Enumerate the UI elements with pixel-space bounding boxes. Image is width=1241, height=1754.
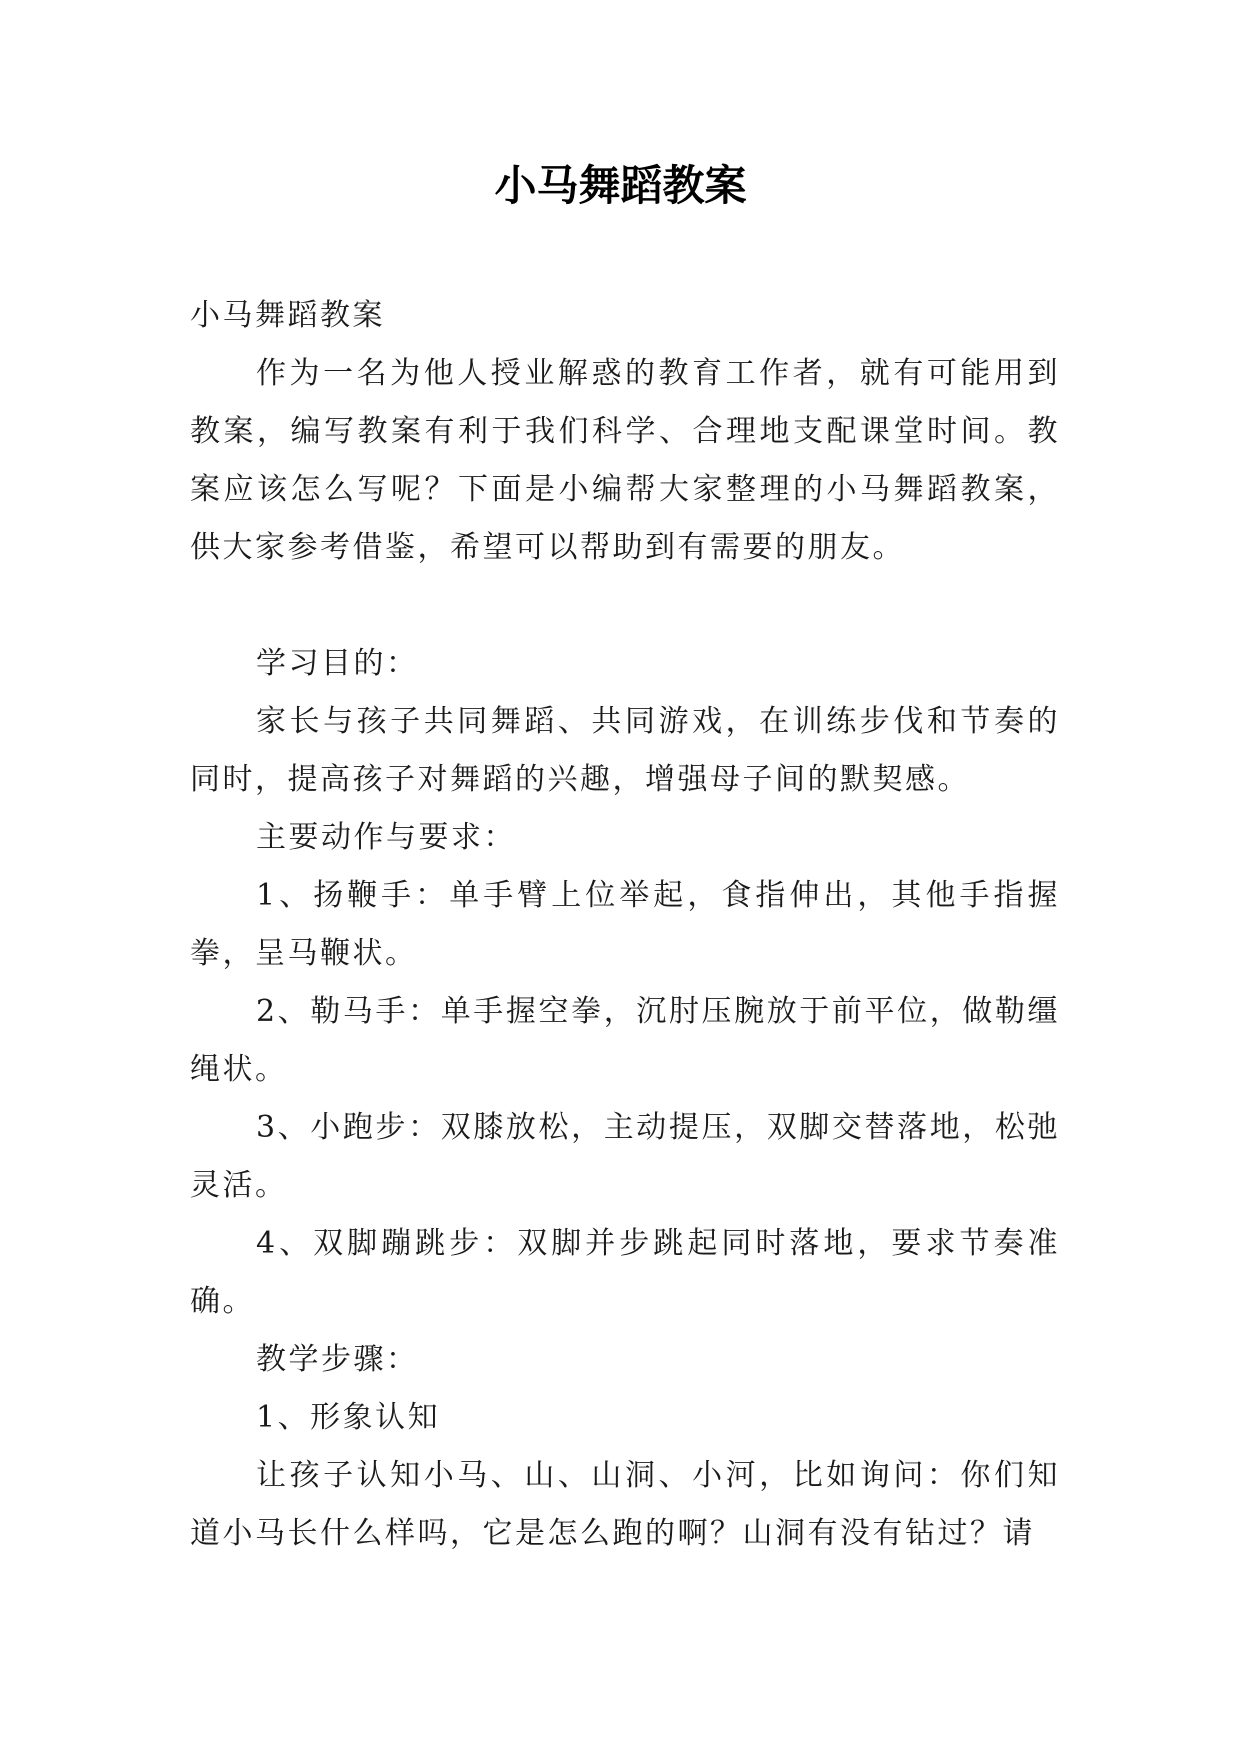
movement-item-3: 3、小跑步：双膝放松，主动提压，双脚交替落地，松弛灵活。 <box>190 1110 1060 1203</box>
movement-item-4: 4、双脚蹦跳步：双脚并步跳起同时落地，要求节奏准确。 <box>190 1226 1060 1319</box>
document-title: 小马舞蹈教案 <box>494 161 747 210</box>
step-1-paragraph: 让孩子认知小马、山、山洞、小河，比如询问：你们知道小马长什么样吗，它是怎么跑的啊？山洞有没有钻过？请 <box>190 1458 1060 1551</box>
intro-paragraph: 作为一名为他人授业解惑的教育工作者，就有可能用到教案，编写教案有利于我们科学、合理地支配课堂时间。教案应该怎么写呢？下面是小编帮大家整理的小马舞蹈教案，供大家参考借鉴，希望可以帮助到有需要的朋友。 <box>190 356 1060 565</box>
section-heading-movements: 主要动作与要求： <box>256 820 516 855</box>
paragraph-spacer <box>190 577 1060 635</box>
step-heading-1: 1、形象认知 <box>256 1400 441 1435</box>
document-body <box>190 287 1060 1563</box>
section-heading-objectives: 学习目的： <box>256 646 419 681</box>
movement-item-2: 2、勒马手：单手握空拳，沉肘压腕放于前平位，做勒缰绳状。 <box>190 994 1060 1087</box>
objectives-paragraph: 家长与孩子共同舞蹈、共同游戏，在训练步伐和节奏的同时，提高孩子对舞蹈的兴趣，增强母子间的默契感。 <box>190 704 1060 797</box>
subtitle-paragraph: 小马舞蹈教案 <box>190 298 385 333</box>
section-heading-steps: 教学步骤： <box>256 1342 419 1377</box>
movement-item-1: 1、扬鞭手：单手臂上位举起，食指伸出，其他手指握拳，呈马鞭状。 <box>190 878 1060 971</box>
